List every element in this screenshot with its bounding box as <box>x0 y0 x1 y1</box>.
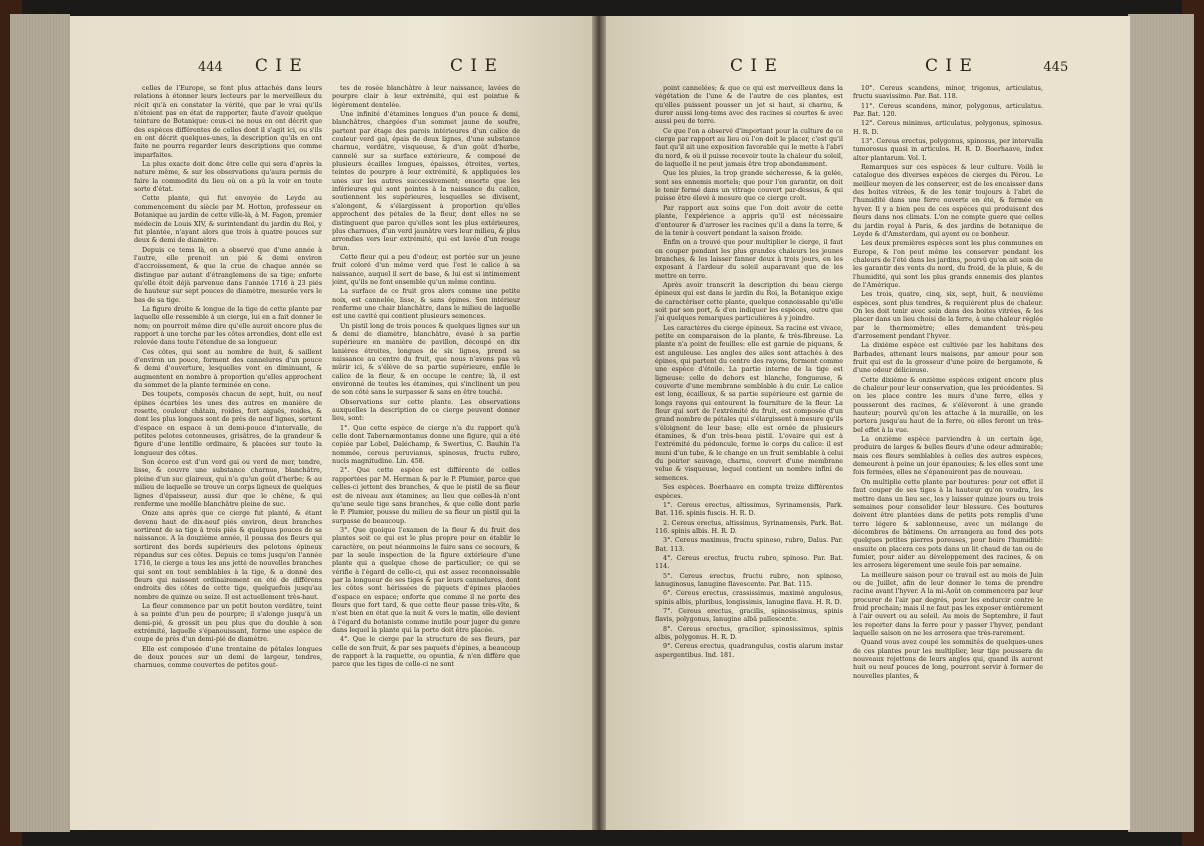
paragraph: La figure droite & longue de la tige de cette plante par laquelle elle ressemble à un cierge, lui en a fait donner le nom; on pourroit même dire qu'elle auroit encore plus de rapport à une torche par les côtes arrondies, dont elle est relevée dans toute l'étendue de sa longueur. <box>134 304 322 347</box>
paragraph: Remarques sur ces espèces & leur culture. Voilà le catalogue des diverses espèces de cierges du Pérou. Le meilleur moyen de les conserver, est de les encaisser dans des boites vitrées, & de les tenir toujours à l'abri de l'humidité dans une ferre ouverte en été, & fermée en hyver. Il y a bien peu de ces espèces qui produisent des fleurs dans nos climats. L'on ne compte guere que celles du jardin royal à Paris, & des jardins de botanique de Leyde & d'Amsterdam, qui ayent eu ce bonheur. <box>853 163 1043 238</box>
paragraph: Les trois, quatre, cinq, six, sept, huit, & neuvième espèces, sont plus tendres, & requièrent plus de chaleur. On les doit tenir avec soin dans des boites vitrées, & les placer dans un lieu choisi de la ferre, à une chaleur réglée par le thermomètre; elles demandent très-peu d'arrosement pendant l'hyver. <box>853 290 1043 340</box>
paragraph: Onze ans après que ce cierge fut planté, & étant devenu haut de dix-neuf piés environ, deux branches sortirent de sa tige à trois piés & quelques pouces de sa naissance. A la douzième année, il poussa des fleurs qui sortirent des bords supérieurs des pelotons épineux répandus sur ces côtes. Depuis ce tems jusqu'en l'année 1716, le cierge a tous les ans jetté de nouvelles branches qui sont en tout semblables à la tige, & a donné des fleurs qui naissent ordinairement en été de différens endroits des côtes de cette tige, quelquefois jusqu'au nombre de quinze ou seize. Il est actuellement très-haut. <box>134 509 322 601</box>
paragraph: Une infinité d'étamines longues d'un pouce & demi, blanchâtres, chargées d'un sommet jaune de soufre, partent par étage des parois intérieures d'un calice de couleur verd gai, épais de deux lignes, d'une substance charnue, verdâtre, visqueuse, & d'un goût d'herbe, cannelé sur sa surface extérieure, & composé de plusieurs écailles longues, épaisses, étroites, vertes, teintes de pourpre à leur extrémité, & appliquées les unes sur les autres successivement; ensorte que les inférieures qui sont pointes à la naissance du calice, soutiennent les supérieures, lesquelles se divisent, s'alongent, & s'élargissent à proportion qu'elles approchent des pétales de la fleur, dont elles ne se distinguent que parce qu'elles sont les plus extérieures, plus charnues, d'un verd jaunâtre vers leur milieu, & plus arrondies vers leur extrémité, qui est lavée d'un rouge brun. <box>332 110 520 252</box>
right-page-column-2 <box>853 84 1043 784</box>
paragraph: 3°. Que quoique l'examen de la fleur & du fruit des plantes soit ce qui est le plus propre pour en établir le caractère, on peut néanmoins le faire sans ce secours, & par la seule inspection de la figure extérieure d'une plante qui a quelque chose de particulier; ce qui se vérifie à l'égard de celle-ci, qui est assez reconnoissable par la longueur de ses tiges & par leurs cannelures, dont les côtes sont hérissées de piquets d'épines placées d'espace en espace; enforte que comme il ne porte des fleurs que fort tard, & que cette fleur passe très-vîte, & n'est bien en état que la nuit & vers le matin, elle devient à l'égard du botaniste comme inutile pour juger du genre dans lequel la plante qui la porte doit être placée. <box>332 525 520 634</box>
paragraph: celles de l'Europe, se font plus attachés dans leurs relations à étonner leurs lecteurs par le merveilleux du récit qu'à en constater la vérité, que par le vrai qu'ils n'étoient pas en état de rapporter, faute d'avoir quelque teinture de Botanique: ceux-ci ne nous en ont décrit que des espèces différentes de celles dont il s'agit ici, ou s'ils en ont décrit quelques-unes, la description qu'ils en ont faite ne pourra regarder leurs descriptions que comme imparfaites. <box>134 84 322 159</box>
paragraph: Un pistil long de trois pouces & quelques lignes sur un & demi de diamètre, blanchâtre, évasé à sa partie supérieure en manière de pavillon, découpé en dix lanières étroites, longues de six lignes, prend sa naissance au centre du fruit, que nous n'avons pas vû mûrir ici, & s'élève de sa partie supérieure, enfile le calice de la fleur, & en occupe le centre; là, il est environné de toutes les étamines, qui s'inclinent un peu de son côté sans le surpasser & sans en être touché. <box>332 321 520 397</box>
paragraph: La dixième espèce est cultivée par les habitans des Barbades, attenant leurs maisons, par amour pour son fruit qui est de la grosseur d'une poire de bergamote, & d'une odeur délicieuse. <box>853 341 1043 375</box>
paragraph: La plus exacte doit donc être celle qui sera d'après la nature même, & sur les observations qu'aura permis de faire la commodité du lieu où on a pû la voir en toute sorte d'état. <box>134 160 322 194</box>
paragraph: Cette fleur qui a peu d'odeur, est portée sur un jeune fruit coloré d'un même verd que l'est le calice à sa naissance, auquel il sert de base, & lui est si intimement joint, qu'ils ne font ensemble qu'un même continu. <box>332 252 520 286</box>
paragraph: 8°. Cereus erectus, gracilior, spinosissimus, spinis albis, polygonus. H. R. D. <box>655 624 843 641</box>
page-edges-right <box>1128 14 1194 832</box>
paragraph: Ce que l'on a observé d'important pour la culture de ce cierge par rapport au lieu où l'on doit le placer, c'est qu'il faut qu'il ait une exposition favorable qui le mette à l'abri du nord, & où il puisse recevoir toute la chaleur du soleil, de laquelle il ne peut jamais être trop abondamment. <box>655 126 843 169</box>
paragraph: 4°. Que le cierge par la structure de ses fleurs, par celle de son fruit, & par ses paquets d'épines, a beaucoup de rapport à la raquette, ou opuntia, & n'en diffère que parce que les tiges de celle-ci ne sont <box>332 635 520 669</box>
paragraph: La meilleure saison pour ce travail est au mois de Juin ou de Juillet, afin de leur donner le tems de prendre racine avant l'hyver. A la mi-Août on commencera par leur procurer de l'air par degrés, pour les endurcir contre le froid prochain; mais il ne faut pas les exposer entièrement à l'air ouvert ou au soleil. Au mois de Septembre, il faut les reporter dans la ferre pour y passer l'hyver, pendant laquelle saison on ne les arrosera que très-rarement. <box>853 570 1043 637</box>
paragraph: Des toupets, composés chacun de sept, huit, ou neuf épines écartées les unes des autres en manière de rosette, couleur châtain, roides, fort aiguës, roides, & dont les plus longues sont de près de neuf lignes, sortent d'espace en espace à un demi-pouce d'intervalle, de petites pelotes cotonneuses, grisâtres, de la grandeur & figure d'une lentille ordinaire, & placées sur toute la longueur des côtes. <box>134 390 322 457</box>
paragraph: 11°. Cereus scandens, minor, polygonus, articulatus. Par. Bat. 120. <box>853 101 1043 119</box>
left-page-column-1 <box>134 84 322 784</box>
right-page-center-title: C I E <box>730 56 778 76</box>
paragraph: 13°. Cereus erectus, polygonus, spinosus, per intervalla tumorosus quasi in articulos. H. R. D. Boerhaave, index alter plantarum. Vol. I. <box>853 137 1043 162</box>
paragraph: On multiplie cette plante par boutures: pour cet effet il faut couper de ses tiges à la hauteur qu'on voudra, les mettre dans un lieu sec, les y laisser quinze jours ou trois semaines pour consolider leur blessure. Ces boutures doivent être plantées dans de petits pots remplis d'une terre légere & sablonneuse, avec un mélange de décombres de bâtimens. On arrangera au fond des pots quelques petites pierres poreuses, pour boire l'humidité: ensuite on placera ces pots dans un lit chaud de tan ou de fumier, pour aider au développement des racines, & on les arrosera légerement une seule fois par semaine. <box>853 477 1043 570</box>
paragraph: 2°. Que cette espèce est différente de celles rapportées par M. Herman & par le P. Plumier, parce que celles-ci jettent des branches, & que le pistil de sa fleur est de niveau aux étamines; au lieu que celles-là n'ont qu'une seule tige sans branches, & que celle dont parle le P. Plumier, pousse du milieu de sa fleur un pistil qui la surpasse de beaucoup. <box>332 466 520 525</box>
page-edges-left <box>10 14 70 832</box>
left-page-column-2 <box>332 84 520 784</box>
paragraph: Que les pluies, la trop grande sécheresse, & la gelée, sont ses ennemis mortels; que pour l'en garantir, on doit le tenir fermé dans un vitrage couvert par-dessus, & qui puisse être élevé à mesure que ce cierge croît. <box>655 169 843 203</box>
paragraph: Cette dixième & onzième espèces exigent encore plus de chaleur pour leur conservation, que les précédentes. Si on les place contre les murs d'une ferre, elles y pousseront des racines, & s'élèveront à une grande hauteur; pourvû qu'on les attache à la muraille, on les portera jusqu'au haut de la ferre, où elles feront un très-bel effet à la vue. <box>853 375 1043 434</box>
right-running-title: C I E <box>925 56 973 76</box>
left-page-header <box>198 56 303 76</box>
paragraph: Par rapport aux soins que l'on doit avoir de cette plante, l'expérience a appris qu'il est nécessaire d'entourer & d'arroser les racines qu'il a dans la terre, & de la tenir à couvert pendant la saison froide. <box>655 203 843 237</box>
paragraph: 1°. Que cette espèce de cierge n'a du rapport qu'à celle dont Tabernæmontanus donne une figure, qui a été copiée par Lobel, Daléchamp, & Swertius, C. Bauhin l'a nommée, cereus peruvianus, spinosus, fructu rubro, nucis magnitudine. Lin. 458. <box>332 423 520 466</box>
right-page-number: 445 <box>1043 60 1069 75</box>
paragraph: Cette plante, qui fut envoyée de Leyde au commencement du siècle par M. Hotton, professeur en Botanique au jardin de cette ville-là, à M. Fagon, premier médecin de Louis XIV, & surintendant du jardin du Roi, y fut plantée, n'ayant alors que trois à quatre pouces sur deux & demi de diamètre. <box>134 194 322 245</box>
paragraph: 1°. Cereus erectus, altissimus, Syrinamensis, Park. Bat. 116. spinis fuscis. H. R. D. <box>655 500 843 518</box>
paragraph: Ses espèces. Boerhaave en compte treize différentes espèces. <box>655 483 843 500</box>
left-running-title: C I E <box>254 56 303 76</box>
paragraph: Quand vous avez coupé les sommités de quelques-unes de ces plantes pour les multiplier, leur tige poussera de nouveaux rejettons de leurs angles qui, quand ils auront huit ou neuf pouces de long, pourront servir à former de nouvelles plantes, & <box>853 638 1043 680</box>
paragraph: 4°. Cereus erectus, fructu rubro, spinoso. Par. Bat. 114. <box>655 553 843 571</box>
paragraph: 6°. Cereus erectus, crassissimus, maximè angulosus, spinis albis, pluribus, longissimis, lanugine flava. H. R. D. <box>655 589 843 606</box>
paragraph: Elle est composée d'une trentaine de pétales longues de deux pouces sur un demi de largeur, tendres, charnues, comme couvertes de petites gout- <box>134 644 322 670</box>
book-gutter <box>592 16 606 830</box>
paragraph: Son écorce est d'un verd gai ou verd de mer, tendre, lisse, & couvre une substance charnue, blanchâtre, pleine d'un suc glaireux, qui n'a qu'un goût d'herbe; & au milieu de laquelle se trouve un corps ligneux de quelques lignes d'épaisseur, aussi dur que le chêne, & qui renferme une moëlle blanchâtre pleine de suc. <box>134 458 322 508</box>
paragraph: La surface de ce fruit gros alors comme une petite noix, est cannelée, lisse, & sans épines. Son intérieur renferme une chair blanchâtre, dans le milieu de laquelle est une cavité qui contient plusieurs semences. <box>332 287 520 321</box>
paragraph: 12°. Cereus minimus, articulatus, polygonus, spinosus. H. R. D. <box>853 119 1043 136</box>
paragraph: Les caractères du cierge épineux. Sa racine est vivace, petite en comparaison de la plante, & très-fibreuse. La plante n'a point de feuilles: elle est garnie de piquans, & est anguleuse. Les angles des ailes sont attachés à des épines, qui partent du centre des rayons, forment comme une espèce d'étoile. La partie interne de la tige est ligneuse: celle de dehors est blanche, fongueuse, & couverte d'une membrane semblable à du cuir. Le calice est long, écailleux, & sa partie supérieure est garnie de longs rayons qui entourent la fourniture de la fleur. La fleur qui sort de l'extrémité du fruit, est composée d'un grand nombre de pétales qui s'élargissent à mesure qu'ils s'éloignent de leur base; elle est ornée de plusieurs étamines, & d'un très-beau pistil. L'ovaire qui est à l'extrémité du pédoncule, forme le corps du calice: il est muni d'un tube, & le change en un fruit semblable à celui du poirier sauvage, charnu, couvert d'une membrane velue & visqueuse, lequel contient un nombre infini de semences. <box>655 323 843 482</box>
left-page-number: 444 <box>198 60 223 75</box>
paragraph: 10°. Cereus scandens, minor, trigonus, articulatus, fructu suavissimo. Par. Bat. 118. <box>853 84 1043 101</box>
left-page-center-title: C I E <box>450 56 498 76</box>
paragraph: Ces côtes, qui sont au nombre de huit, & saillent d'environ un pouce, forment des cannelures d'un pouce & demi d'ouverture, lesquelles vont en diminuant, & augmentent en nombre à proportion qu'elles approchent du sommet de la plante terminée en cone. <box>134 347 322 390</box>
right-page-header <box>925 56 1068 76</box>
paragraph: 9°. Cereus erectus, quadrangulus, costis alarum instar aspergentibus. Ind. 181. <box>655 642 843 659</box>
paragraph: point cannelées; & que ce qui est merveilleux dans la végétation de l'une & de l'autre de ces plantes, est qu'elles puissent pousser un jet si haut, si charnu, & durer aussi long-tems avec des racines si courtes & avec aussi peu de terre. <box>655 84 843 126</box>
paragraph: 2. Cereus erectus, altissimus, Syrinamensis, Park. Bat. 116. spinis albis. H. R. D. <box>655 518 843 535</box>
paragraph: tes de rosée blanchâtre à leur naissance, lavées de pourpre clair à leur extrémité, qui est pointue & légèrement dentelée. <box>332 84 520 109</box>
paragraph: Enfin on a trouvé que pour multiplier le cierge, il faut en couper pendant les plus grandes chaleurs les jeunes branches, & les laisser fanner deux à trois jours, en les exposant à l'ardeur du soleil auparavant que de les mettre en terre. <box>655 238 843 280</box>
right-page-column-1 <box>655 84 843 784</box>
paragraph: Depuis ce tems là, on a observé que d'une année à l'autre, elle prenoit un pié & demi environ d'accroissement, & que la crue de chaque année se distingue par autant d'étranglemens de sa tige; enforte qu'elle étoit déjà parvenue dans l'année 1716 à 23 piés de hauteur sur sept pouces de diamètre, mesurée vers le bas de sa tige. <box>134 245 322 304</box>
paragraph: Observations sur cette plante. Les observations auxquelles la description de ce cierge peuvent donner lieu, sont: <box>332 397 520 423</box>
paragraph: La fleur commence par un petit bouton verdâtre, teint à sa pointe d'un peu de pourpre; il s'alonge jusqu'à un demi-pié, & grossit un peu plus que du double à son extrémité, laquelle s'épanouissant, forme une espèce de coupe de près d'un demi-pié de diamètre. <box>134 601 322 644</box>
paragraph: Après avoir transcrit la description du beau cierge épineux qui est dans le jardin du Roi, la Botanique exige de caractériser cette plante, quelque connoissable qu'elle soit par son port, & d'en indiquer les espèces, outre que j'ai quelques remarques particulières à y joindre. <box>655 280 843 323</box>
paragraph: 3°. Cereus maximus, fructu spinoso, rubro, Dalus. Par. Bat. 113. <box>655 536 843 553</box>
paragraph: 7°. Cereus erectus, gracilis, spinosissimus, spinis flavis, polygonus, lanugine albâ pallescente. <box>655 606 843 624</box>
paragraph: La onzième espèce parviendra à un certain âge, produira de larges & belles fleurs d'une odeur admirable; mais ces fleurs semblables à celles des autres espèces, demeurent à peine un jour épanouies; & les elles sont une fois fermées, elles ne s'épanouiront pas de nouveau. <box>853 435 1043 477</box>
paragraph: 5°. Cereus erectus, fructu rubro, non spinoso, lanuginosus, lanugine flavescente. Par. Bat. 115. <box>655 571 843 588</box>
paragraph: Les deux premières espèces sont les plus communes en Europe, & l'on peut même les conserver pendant les chaleurs de l'été dans les jardins, pourvû qu'on ait soin de les garantir des vents du nord, du froid, de la pluie, & de l'humidité, qui sont les plus grands ennemis des plantes de l'Amérique. <box>853 239 1043 289</box>
